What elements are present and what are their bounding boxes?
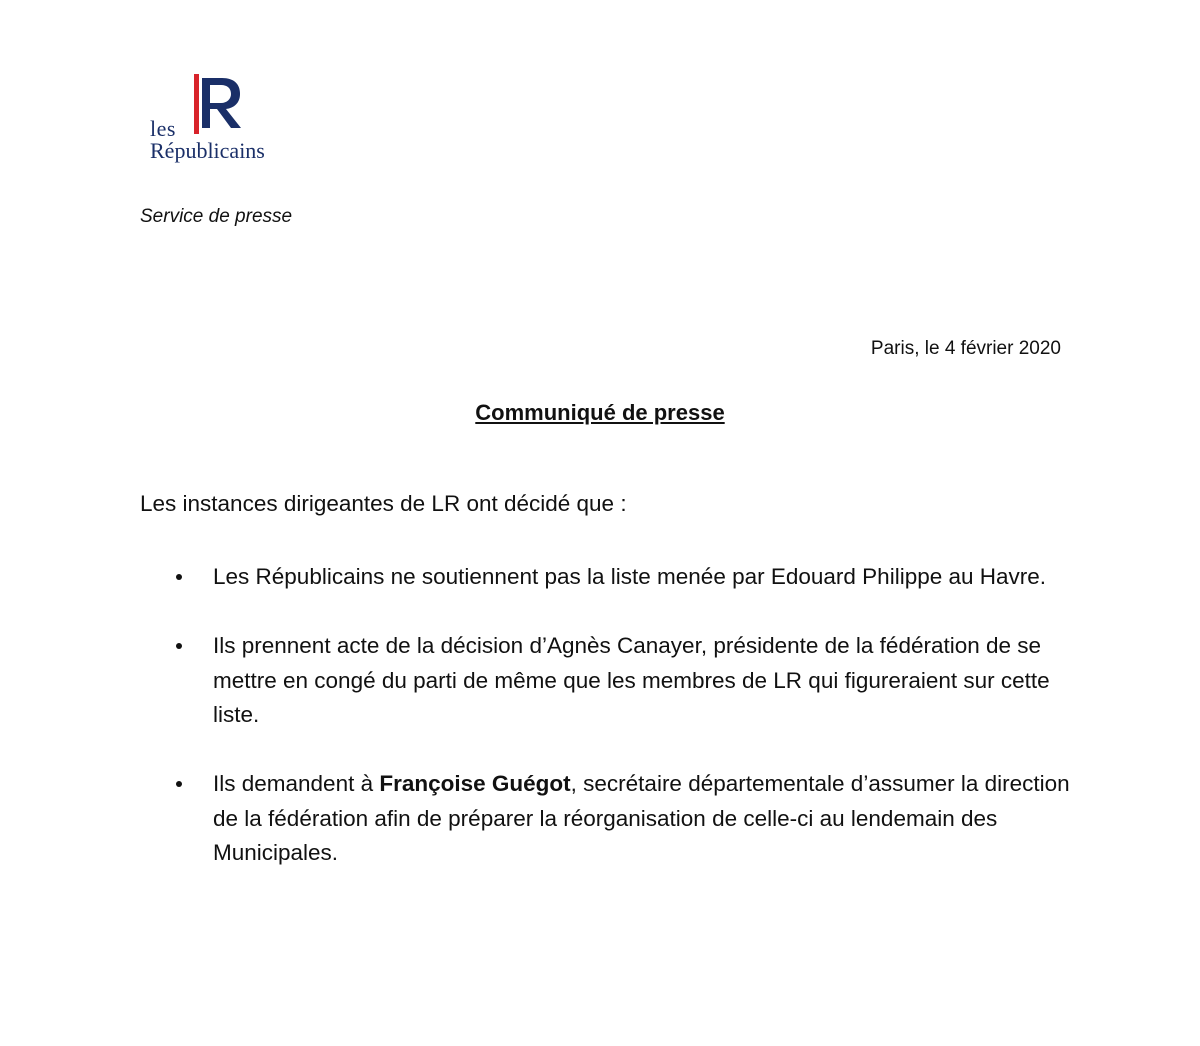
bullet-icon — [176, 574, 182, 580]
bullet-icon — [176, 781, 182, 787]
decision-text: Ils prennent acte de la décision d’Agnès Canayer, présidente de la fédération de se mettre en congé du parti de même que les membres de LR qui figureraient sur cette liste. — [213, 633, 1050, 727]
document-title: Communiqué de presse — [475, 400, 725, 425]
decision-item — [140, 767, 1070, 871]
logo-les-text: les — [150, 116, 176, 141]
lr-logo-mark-icon — [194, 72, 254, 136]
decision-item — [140, 560, 1070, 595]
decision-list — [140, 560, 1070, 905]
decision-text — [213, 771, 1070, 865]
decision-text: Les Républicains ne soutiennent pas la liste menée par Edouard Philippe au Havre. — [213, 564, 1047, 589]
les-republicains-logo — [150, 72, 300, 172]
logo-name-text: Républicains — [150, 138, 265, 163]
intro-paragraph: Les instances dirigeantes de LR ont décidé que : — [140, 491, 627, 516]
person-name: Françoise Guégot — [379, 771, 571, 796]
decision-text-before: Ils demandent à — [213, 771, 380, 796]
service-label: Service de presse — [140, 206, 293, 227]
bullet-icon — [176, 643, 182, 649]
decision-item — [140, 629, 1070, 733]
decision-text-after: , secrétaire départementale d’assumer la direction de la fédération afin de préparer la réorganisation de celle-ci au lendemain des Municipales. — [213, 771, 1070, 865]
document-date: Paris, le 4 février 2020 — [870, 338, 1061, 359]
